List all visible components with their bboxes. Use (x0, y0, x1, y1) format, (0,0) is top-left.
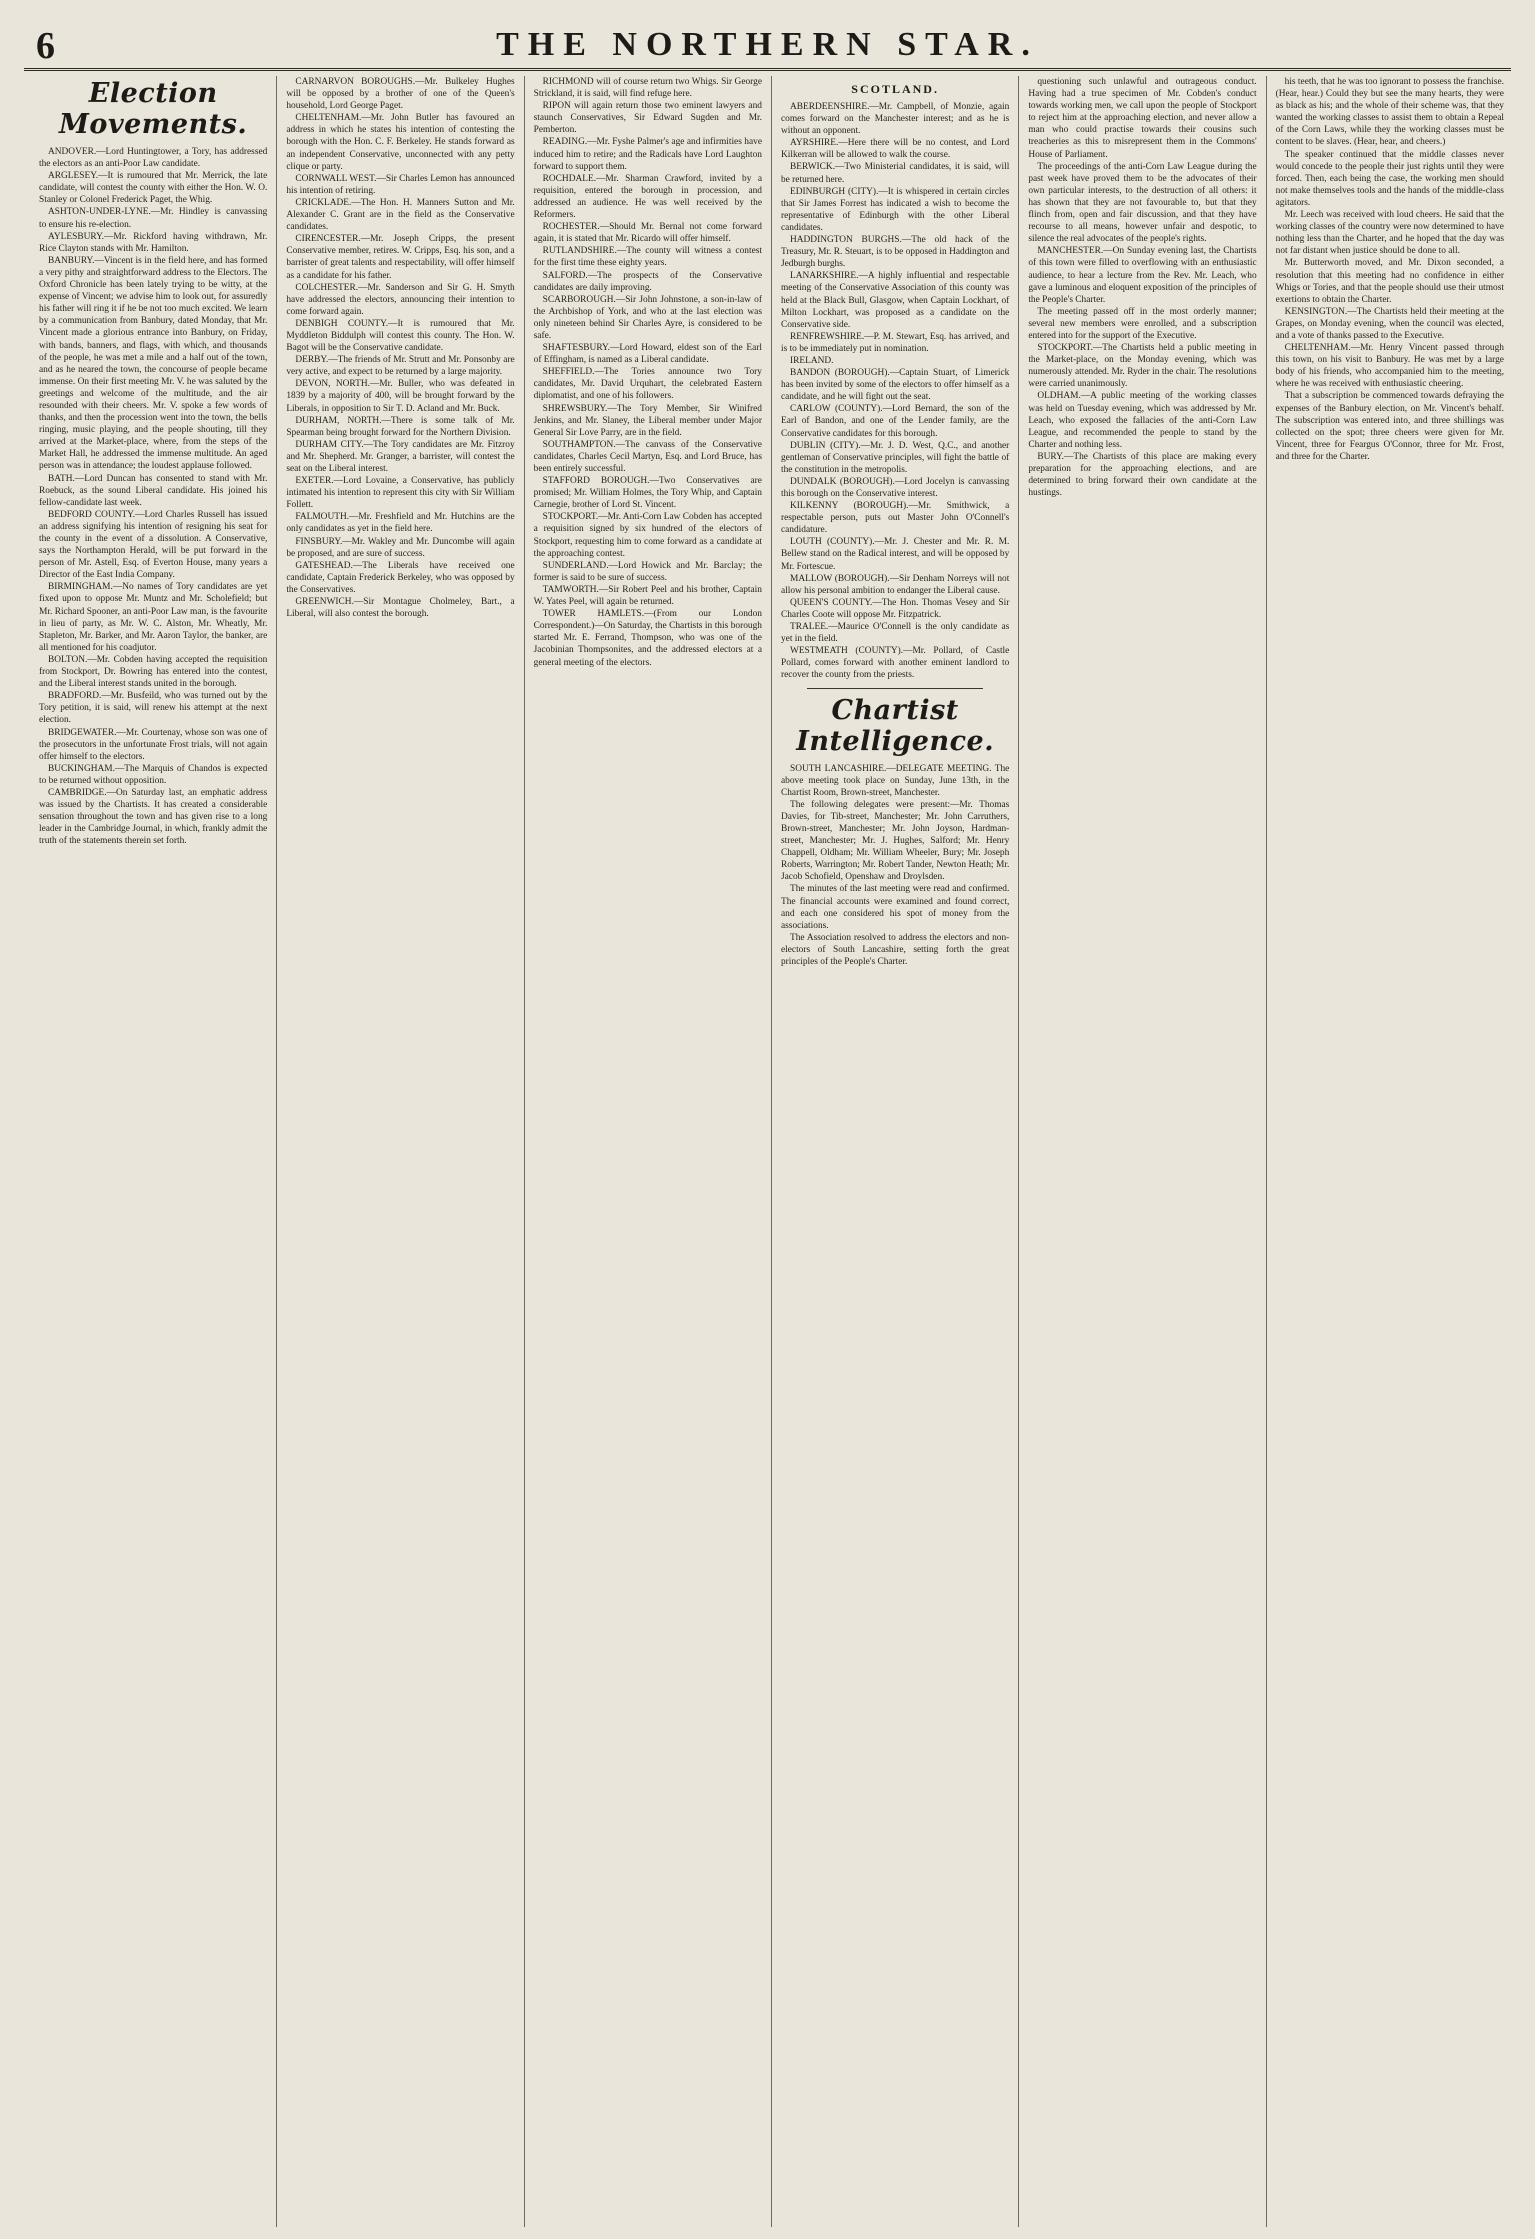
column-4-text (781, 101, 1009, 682)
article-paragraph: READING.—Mr. Fyshe Palmer's age and infirmities have induced him to retire; and the Radicals have Lord Laughton forward to support them. (533, 137, 762, 172)
column-4-subtext (781, 763, 1009, 969)
article-paragraph: GREENWICH.—Sir Montague Cholmeley, Bart., a Liberal, will also contest the borough. (286, 597, 515, 620)
article-paragraph: BANDON (BOROUGH).—Captain Stuart, of Limerick has been invited by some of the electors to offer himself as a candidate, and he will fight out the seat. (780, 368, 1010, 403)
article-paragraph: SOUTHAMPTON.—The canvass of the Conservative candidates, Charles Cecil Martyn, Esq. and Lord Bruce, has been entirely successful. (533, 439, 762, 474)
article-paragraph: ABERDEENSHIRE.—Mr. Campbell, of Monzie, again comes forward on the Manchester interest; and as he is without an opponent. (780, 102, 1010, 137)
article-paragraph: his teeth, that he was too ignorant to possess the franchise. (Hear, hear.) Could they but see the many hearts, they were as black as his; and the whole of their scheme was, that they wanted the working classes to assist them to obtain a Repeal of the Corn Laws, while they the working classes must be content to be slaves. (Hear, hear, and cheers.) (1275, 77, 1504, 148)
article-paragraph: CHELTENHAM.—Mr. Henry Vincent passed through this town, on his visit to Banbury. He was met by a large body of his friends, who accompanied him to the meeting, where he was received with enthusiastic cheering. (1275, 343, 1504, 390)
article-paragraph: BERWICK.—Two Ministerial candidates, it is said, will be returned here. (780, 162, 1010, 185)
article-paragraph: BATH.—Lord Duncan has consented to stand with Mr. Roebuck, as the sound Liberal candidate. His joined his fellow-candidate last week. (39, 473, 268, 508)
article-paragraph: TAMWORTH.—Sir Robert Peel and his brother, Captain W. Yates Peel, will again be returned. (533, 584, 762, 608)
column-6 (1267, 76, 1513, 2227)
article-paragraph: SHREWSBURY.—The Tory Member, Sir Winifred Jenkins, and Mr. Slaney, the Liberal member under Major General Sir Love Parry, are in the field. (533, 403, 762, 438)
article-paragraph: SUNDERLAND.—Lord Howick and Mr. Barclay; the former is said to be sure of success. (533, 560, 762, 583)
article-paragraph: questioning such unlawful and outrageous conduct. Having had a true specimen of Mr. Cobden's conduct towards working men, we call upon the people of Stockport to reject him at the approaching election, and never allow a man who could practise towards their cousins such treacheries as this to misrepresent them in the Commons' House of Parliament. (1028, 77, 1257, 160)
article-paragraph: BRIDGEWATER.—Mr. Courtenay, whose son was one of the prosecutors in the unfortunate Frost trials, will not again offer himself to the electors. (39, 727, 268, 762)
column-4 (772, 76, 1019, 2227)
article-paragraph: BUCKINGHAM.—The Marquis of Chandos is expected to be returned without opposition. (39, 763, 268, 786)
column-3 (525, 76, 772, 2227)
article-paragraph: TOWER HAMLETS.—(From our London Correspondent.)—On Saturday, the Chartists in this borough started Mr. E. Ferrand, Thompson, who was one of the Jacobinian Thompsonites, and the addressed electors at a general meeting of the electors. (533, 609, 762, 668)
column-5 (1019, 76, 1266, 2227)
article-paragraph: CIRENCESTER.—Mr. Joseph Cripps, the present Conservative member, retires. W. Cripps, Esq. his son, and a barrister of great talents and respectability, will offer himself as a candidate for his father. (286, 234, 515, 281)
article-paragraph: IRELAND. (789, 355, 834, 366)
article-paragraph: ANDOVER.—Lord Huntingtower, a Tory, has addressed the electors as an anti-Poor Law candidate. (39, 147, 268, 170)
article-paragraph: The minutes of the last meeting were read and confirmed. The financial accounts were examined and found correct, and each one considered his spot of money from the associations. (780, 884, 1010, 931)
article-paragraph: BOLTON.—Mr. Cobden having accepted the requisition from Stockport, Dr. Bowring has entered into the contest, and the Liberal interest stands united in the borough. (39, 654, 268, 690)
article-paragraph: LOUTH (COUNTY).—Mr. J. Chester and Mr. R. M. Bellew stand on the Radical interest, and will be opposed by Mr. Fortescue. (780, 537, 1010, 572)
article-paragraph: SHAFTESBURY.—Lord Howard, eldest son of the Earl of Effingham, is named as a Liberal candidate. (533, 343, 762, 366)
article-paragraph: DURHAM CITY.—The Tory candidates are Mr. Fitzroy and Mr. Shepherd. Mr. Granger, a barrister, will contest the seat on the Liberal interest. (286, 439, 515, 474)
article-paragraph: The meeting passed off in the most orderly manner; several new members were enrolled, and a subscription entered into for the support of the Executive. (1028, 306, 1257, 341)
article-paragraph: The following delegates were present:—Mr. Thomas Davies, for Tib-street, Manchester; Mr. John Carruthers, Brown-street, Manchester; Mr. John Joyson, Hardman-street, Manchester; Mr. J. Hughes, Salford; Mr. Henry Chappell, Oldham; Mr. William Wheeler, Bury; Mr. Joseph Roberts, Warrington; Mr. Robert Tander, Newton Heath; Mr. Jacob Schofield, Openshaw and Droylsden. (780, 799, 1010, 883)
article-paragraph: Mr. Butterworth moved, and Mr. Dixon seconded, a resolution that this meeting had no confidence in either Whigs or Tories, and that the people should use their utmost exertions to obtain the Charter. (1275, 258, 1504, 305)
article-paragraph: STOCKPORT.—The Chartists held a public meeting in the Market-place, on the Monday evening, which was numerously attended. Mr. Ryder in the chair. The resolutions were carried unanimously. (1028, 343, 1257, 390)
article-paragraph: MALLOW (BOROUGH).—Sir Denham Norreys will not allow his personal ambition to endanger the Liberal cause. (780, 573, 1010, 596)
article-paragraph: DENBIGH COUNTY.—It is rumoured that Mr. Myddleton Biddulph will contest this county. The Hon. W. Bagot will be the Conservative candidate. (286, 318, 515, 354)
column-3-text (534, 76, 762, 669)
article-paragraph: KENSINGTON.—The Chartists held their meeting at the Grapes, on Monday evening, when the council was elected, and a vote of thanks passed to the Executive. (1275, 306, 1504, 341)
article-paragraph: RIPON will again return those two eminent lawyers and staunch Conservatives, Sir Edward Sugden and Mr. Pemberton. (533, 101, 762, 136)
columns (30, 76, 1513, 2227)
section-heading-election-movements: Election Movements. (59, 78, 248, 140)
article-paragraph: STOCKPORT.—Mr. Anti-Corn Law Cobden has accepted a requisition signed by six hundred of the electors of Stockport, requesting him to come forward as a candidate at the approaching contest. (533, 512, 762, 559)
article-paragraph: EXETER.—Lord Lovaine, a Conservative, has publicly intimated his intention to represent this city with Sir William Follett. (286, 476, 515, 511)
article-paragraph: BIRMINGHAM.—No names of Tory candidates are yet fixed upon to oppose Mr. Muntz and Mr. Scholefield; but Mr. Richard Spooner, an anti-Poor Law man, is the favourite in lieu of party, as Mr. W. C. Alston, Mr. Wheatly, Mr. Stapleton, Mr. Barker, and Mr. Aaron Taylor, the banker, are all mentioned for his coadjutor. (39, 582, 268, 653)
article-paragraph: LANARKSHIRE.—A highly influential and respectable meeting of the Conservative Association of this county was held at the Black Bull, Glasgow, when Captain Lockhart, of Milton Lockhart, was proposed as a candidate on the Conservative side. (780, 271, 1010, 330)
article-paragraph: CORNWALL WEST.—Sir Charles Lemon has announced his intention of retiring. (286, 173, 515, 196)
article-paragraph: DURHAM, NORTH.—There is some talk of Mr. Spearman being brought forward for the Northern Division. (286, 415, 515, 438)
section-heading-scotland: SCOTLAND. (851, 82, 939, 96)
section-divider (807, 688, 983, 689)
article-paragraph: FINSBURY.—Mr. Wakley and Mr. Duncombe will again be proposed, and are sure of success. (286, 536, 515, 559)
page-number: 6 (36, 25, 56, 67)
article-paragraph: SHEFFIELD.—The Tories announce two Tory candidates, Mr. David Urquhart, the celebrated Eastern diplomatist, and one of his followers. (533, 367, 762, 402)
article-paragraph: ASHTON-UNDER-LYNE.—Mr. Hindley is canvassing to ensure his re-election. (39, 207, 268, 230)
article-paragraph: AYLESBURY.—Mr. Rickford having withdrawn, Mr. Rice Clayton stands with Mr. Hamilton. (39, 231, 268, 254)
article-paragraph: BANBURY.—Vincent is in the field here, and has formed a very pithy and straightforward address to the Electors. The Oxford Chronicle has been lately trying to be witty, at the expense of Vincent; we advise him to look out, for assuredly his father will ring it if he be not too much excited. We learn by a communication from Banbury, dated Monday, that Mr. Vincent made a glorious entrance into Banbury, on Friday, with bands, banners, and flags, with which, and thousands of the people, he was met a mile and a half out of the town, and as he neared the town, the concourse of people became immense. On their first meeting Mr. V. he was saluted by the greetings and welcome of the multitude, and the air resounded with their cheers. Mr. V. spoke a few words of thanks, and then the procession went into the town, the bells ringing, music playing, and the people shouting, till they arrived at the Market-place, where, from the steps of the Market Hall, he addressed the immense multitude. An aged person was in attendance; the loudest applause followed. (39, 255, 268, 472)
column-1-text (39, 146, 267, 847)
column-2 (277, 76, 524, 2227)
article-paragraph: KILKENNY (BOROUGH).—Mr. Smithwick, a respectable person, puts out Master John O'Connell's candidature. (780, 501, 1010, 536)
article-paragraph: MANCHESTER.—On Sunday evening last, the Chartists of this town were filled to overflowing with an enthusiastic audience, to hear a lecture from the Rev. Mr. Leach, who gave a luminous and eloquent exposition of the principles of the People's Charter. (1028, 246, 1257, 305)
article-paragraph: ROCHESTER.—Should Mr. Bernal not come forward again, it is stated that Mr. Ricardo will offer himself. (533, 222, 762, 245)
article-paragraph: RICHMOND will of course return two Whigs. Sir George Strickland, it is said, will find refuge here. (533, 77, 762, 100)
article-paragraph: WESTMEATH (COUNTY).—Mr. Pollard, of Castle Pollard, comes forward with another eminent landlord to recover the county from the priests. (780, 646, 1010, 681)
article-paragraph: DUBLIN (CITY).—Mr. J. D. West, Q.C., and another gentleman of Conservative principles, will fight the battle of the constitution in the metropolis. (780, 440, 1010, 475)
article-paragraph: BURY.—The Chartists of this place are making every preparation for the approaching elections, and are determined to bring forward their own candidate at the hustings. (1028, 451, 1257, 499)
article-paragraph: ARGLESEY.—It is rumoured that Mr. Merrick, the late candidate, will contest the county with either the Hon. W. O. Stanley or Colonel Frederick Paget, the Whig. (39, 171, 268, 206)
article-paragraph: EDINBURGH (CITY).—It is whispered in certain circles that Sir James Forrest has indicated a wish to become the representative of Edinburgh with the other Liberal candidates. (780, 186, 1010, 233)
article-paragraph: SOUTH LANCASHIRE.—DELEGATE MEETING. The above meeting took place on Sunday, June 13th, in the Chartist Room, Brown-street, Manchester. (780, 763, 1010, 798)
article-paragraph: SALFORD.—The prospects of the Conservative candidates are daily improving. (533, 270, 762, 293)
article-paragraph: AYRSHIRE.—Here there will be no contest, and Lord Kilkerran will be allowed to walk the course. (780, 138, 1010, 161)
article-paragraph: The proceedings of the anti-Corn Law League during the past week have proved them to be the advocates of their own particular interests, to the destruction of all others: it has shown that they are not favourable to, but that they flinch from, open and fair discussion, and that they have recourse to all means, however unfair and despotic, to silence the real advocates of the people's rights. (1028, 161, 1257, 245)
article-paragraph: RENFREWSHIRE.—P. M. Stewart, Esq. has arrived, and is to be immediately put in nomination. (780, 331, 1010, 354)
article-paragraph: DERBY.—The friends of Mr. Strutt and Mr. Ponsonby are very active, and expect to be returned by a large majority. (286, 355, 515, 378)
article-paragraph: QUEEN'S COUNTY.—The Hon. Thomas Vesey and Sir Charles Coote will oppose Mr. Fitzpatrick. (780, 597, 1010, 620)
article-paragraph: FALMOUTH.—Mr. Freshfield and Mr. Hutchins are the only candidates as yet in the field here. (286, 512, 515, 535)
article-paragraph: COLCHESTER.—Mr. Sanderson and Sir G. H. Smyth have addressed the electors, announcing their intention to come forward again. (286, 282, 515, 317)
article-paragraph: CARLOW (COUNTY).—Lord Bernard, the son of the Earl of Bandon, and one of the Lender family, are the Conservative candidates for this borough. (780, 404, 1010, 439)
article-paragraph: That a subscription be commenced towards defraying the expenses of the Banbury election, on Mr. Vincent's behalf. The subscription was entered into, and three shillings was collected on the spot; three cheers were given for Mr. Vincent, three for Feargus O'Connor, three for Mr. Frost, and three for the Charter. (1275, 391, 1504, 462)
article-paragraph: BRADFORD.—Mr. Busfeild, who was turned out by the Tory petition, it is said, will renew his attempt at the next election. (39, 691, 268, 726)
column-5-text (1028, 76, 1256, 499)
newspaper-title: THE NORTHERN STAR. (496, 26, 1039, 63)
article-paragraph: STAFFORD BOROUGH.—Two Conservatives are promised; Mr. William Holmes, the Tory Whip, and Captain Carnegie, brother of Lord St. Vincent. (533, 476, 762, 511)
article-paragraph: CRICKLADE.—The Hon. H. Manners Sutton and Mr. Alexander C. Grant are in the field as the Conservative candidates. (286, 197, 515, 233)
article-paragraph: SCARBOROUGH.—Sir John Johnstone, a son-in-law of the Archbishop of York, and who at the last election was only nineteen behind Sir Charles Ayre, is considered to be safe. (533, 294, 762, 341)
column-1 (30, 76, 277, 2227)
article-paragraph: CHELTENHAM.—Mr. John Butler has favoured an address in which he states his intention of contesting the borough with the Hon. C. F. Berkeley. He stands forward as an independent Conservative, unconnected with any petty clique or party. (286, 113, 515, 172)
article-paragraph: DEVON, NORTH.—Mr. Buller, who was defeated in 1839 by a majority of 400, will be brought forward by the Liberals, in opposition to Sir T. D. Acland and Mr. Buck. (286, 379, 515, 414)
article-paragraph: CARNARVON BOROUGHS.—Mr. Bulkeley Hughes will be opposed by a brother of one of the Queen's household, Lord George Paget. (286, 77, 515, 112)
article-paragraph: The speaker continued that the middle classes never would concede to the people their just rights until they were forced. Then, each being the case, the working men should not make themselves tools and the hands of the middle-class agitators. (1275, 149, 1504, 208)
article-paragraph: GATESHEAD.—The Liberals have received one candidate, Captain Frederick Berkeley, who was opposed by the Conservatives. (286, 560, 515, 595)
masthead (24, 18, 1511, 71)
article-paragraph: HADDINGTON BURGHS.—The old hack of the Treasury, Mr. R. Steuart, is to be opposed in Haddington and Jedburgh burghs. (780, 235, 1010, 270)
article-paragraph: The Association resolved to address the electors and non-electors of South Lancashire, setting forth the great principles of the People's Charter. (780, 932, 1010, 967)
article-paragraph: RUTLANDSHIRE.—The county will witness a contest for the first time these eighty years. (533, 246, 762, 269)
article-paragraph: Mr. Leech was received with loud cheers. He said that the working classes of the country were now determined to have nothing less than the Charter, and he hoped that the day was not far distant when justice should be done to all. (1275, 210, 1504, 257)
article-paragraph: OLDHAM.—A public meeting of the working classes was held on Tuesday evening, which was addressed by Mr. Leach, who exposed the fallacies of the anti-Corn Law League, and recommended the people to stand by the Charter and nothing less. (1028, 391, 1257, 450)
article-paragraph: TRALEE.—Maurice O'Connell is the only candidate as yet in the field. (780, 622, 1010, 645)
article-paragraph: DUNDALK (BOROUGH).—Lord Jocelyn is canvassing this borough on the Conservative interest. (780, 476, 1010, 499)
column-2-text (286, 76, 514, 620)
column-6-text (1276, 76, 1504, 463)
article-paragraph: ROCHDALE.—Mr. Sharman Crawford, invited by a requisition, entered the borough in procession, and addressed an audience. He was well received by the Reformers. (533, 173, 762, 221)
section-heading-chartist-intelligence: Chartist Intelligence. (796, 694, 995, 757)
article-paragraph: BEDFORD COUNTY.—Lord Charles Russell has issued an address signifying his intention of resigning his seat for the county in the event of a dissolution. A Conservative, says the Northampton Herald, will be put forward in the person of Mr. Astell, Esq. of Everton House, many years a Director of the East India Company. (39, 509, 268, 581)
article-paragraph: CAMBRIDGE.—On Saturday last, an emphatic address was issued by the Chartists. It has created a considerable sensation throughout the town and has given rise to a long leader in the Cambridge Journal, in which, frankly admit the truth of the statements therein set forth. (39, 787, 268, 847)
